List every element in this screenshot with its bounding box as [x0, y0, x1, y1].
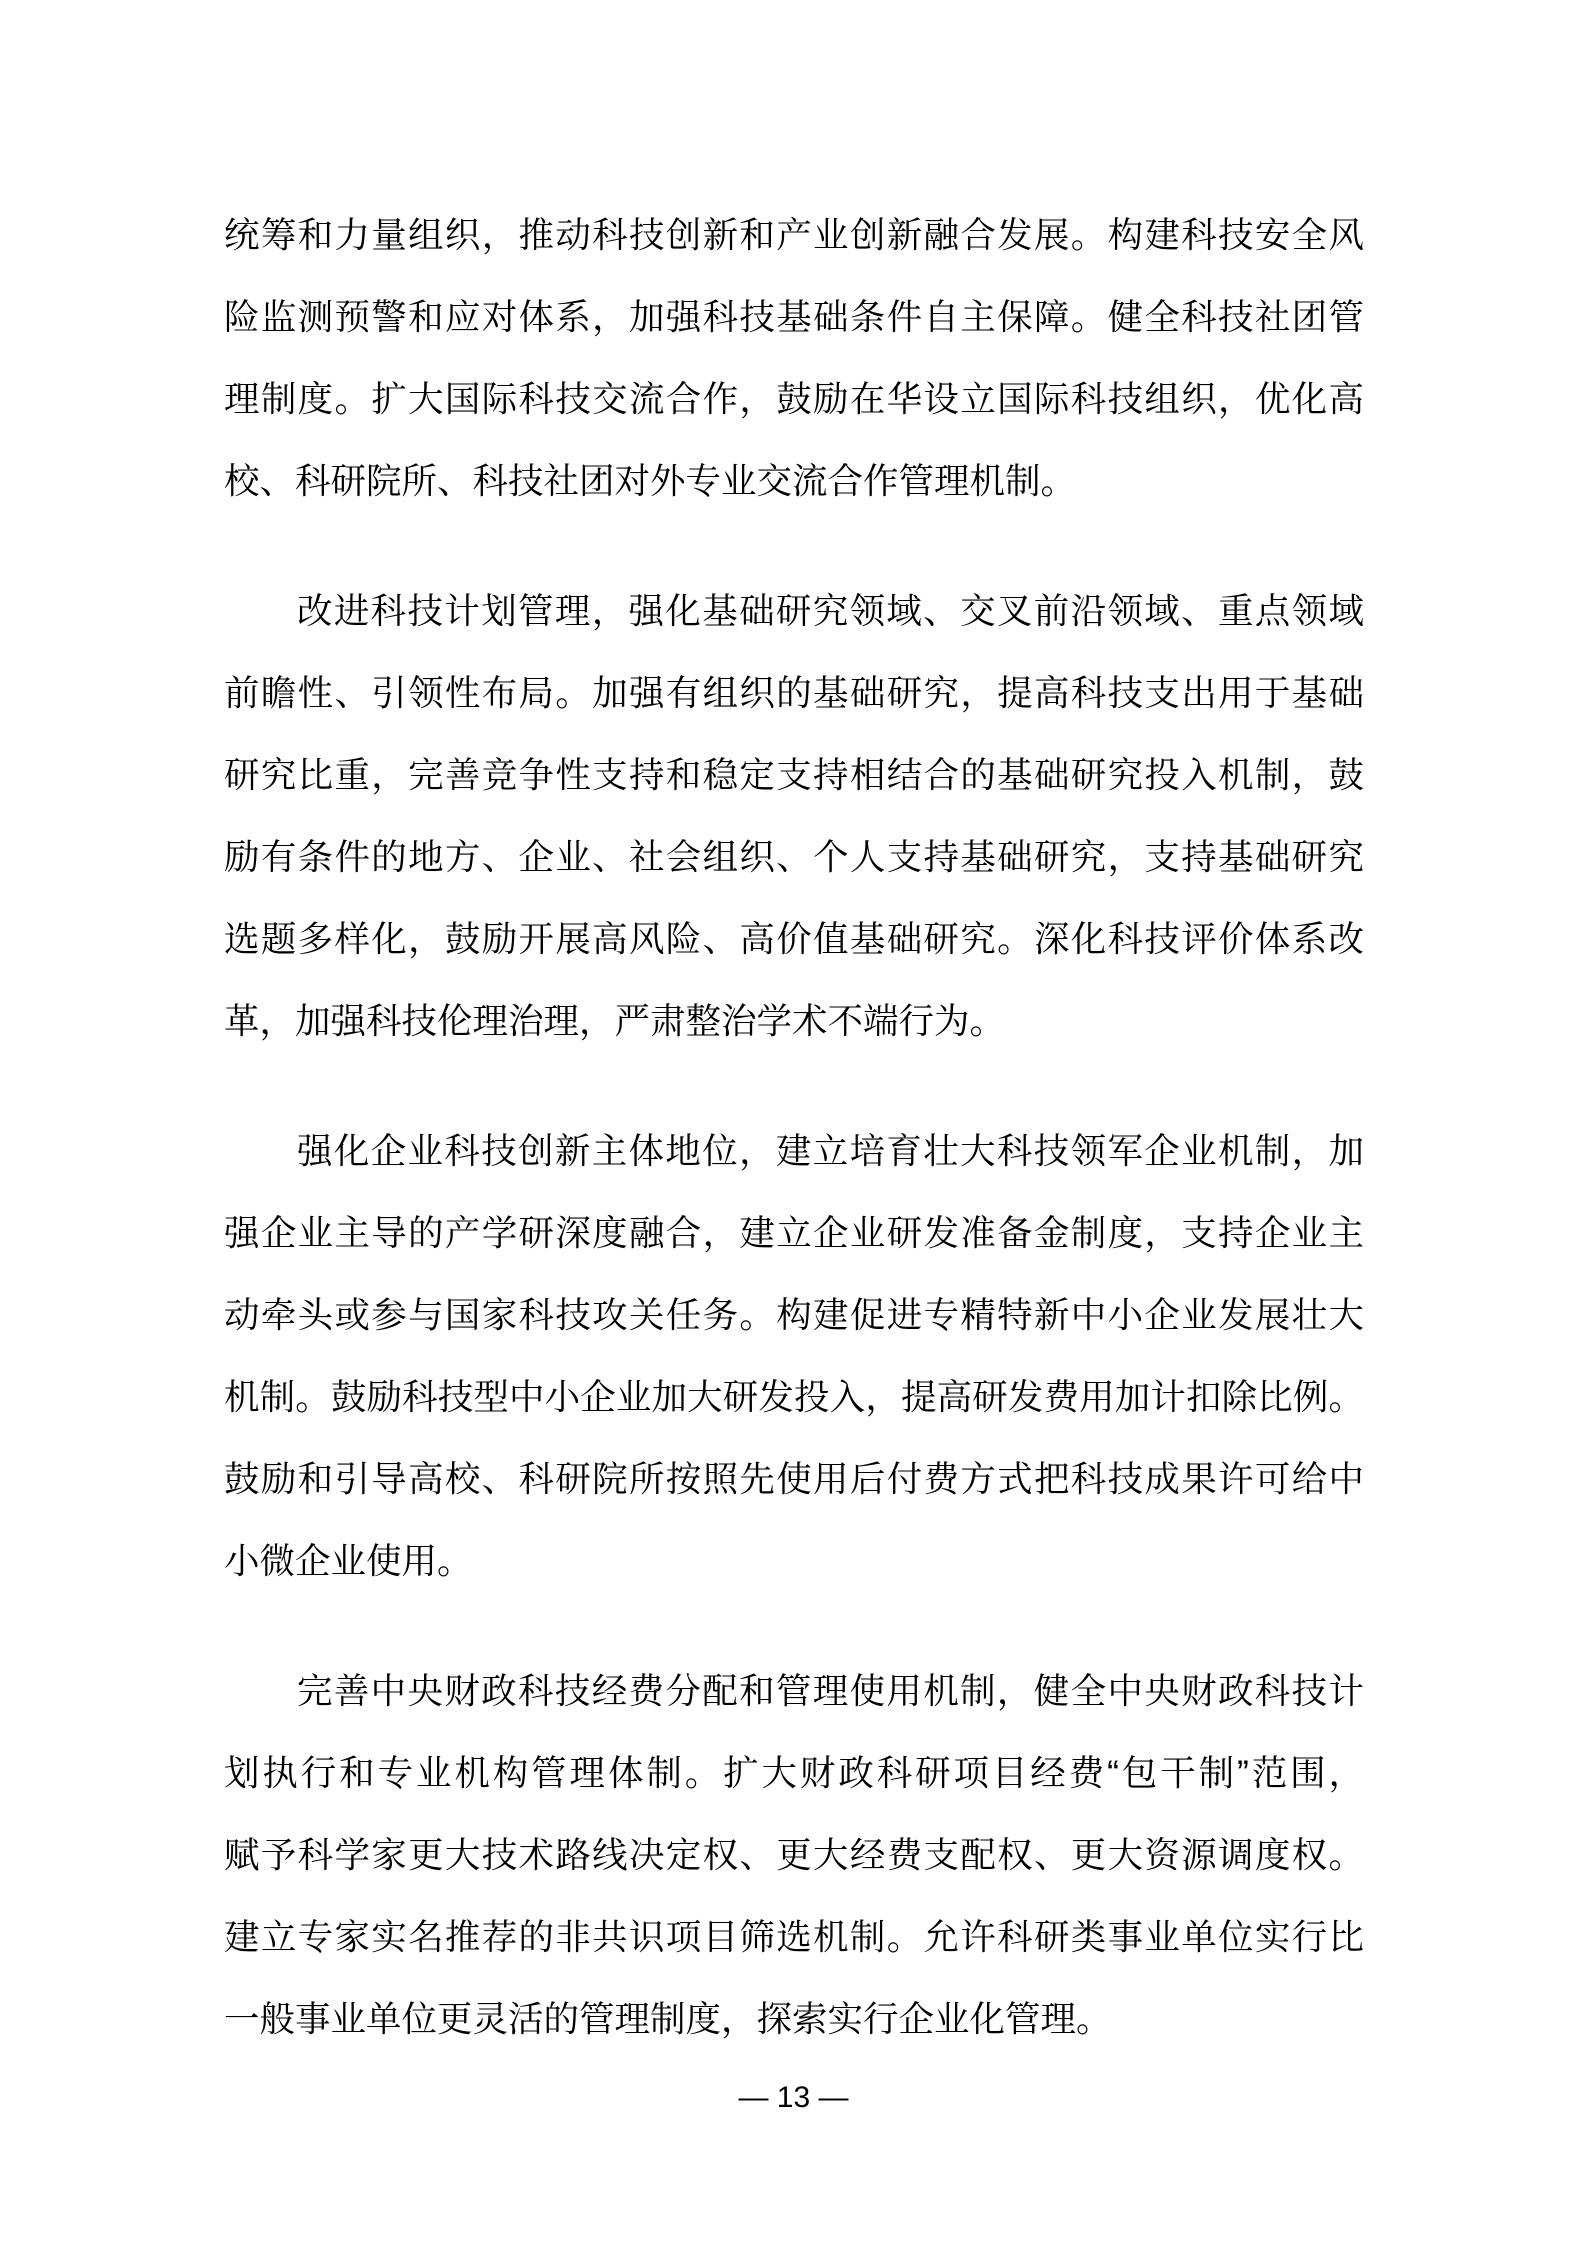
- page-number: — 13 —: [738, 2081, 849, 2114]
- paragraph: [224, 1650, 1364, 2060]
- text-line: 统筹和力量组织，推动科技创新和产业创新融合发展。构建科技安全风: [224, 215, 1364, 255]
- text-line: 前瞻性、引领性布局。加强有组织的基础研究，提高科技支出用于基础: [224, 673, 1364, 713]
- text-content: [224, 194, 1364, 2060]
- text-line: 小微企业使用。: [224, 1541, 473, 1581]
- text-line: 一般事业单位更灵活的管理制度，探索实行企业化管理。: [224, 1999, 1112, 2039]
- text-line: 励有条件的地方、企业、社会组织、个人支持基础研究，支持基础研究: [224, 837, 1364, 877]
- text-line: 研究比重，完善竞争性支持和稳定支持相结合的基础研究投入机制，鼓: [224, 755, 1364, 795]
- text-line: 选题多样化，鼓励开展高风险、高价值基础研究。深化科技评价体系改: [224, 919, 1364, 959]
- text-line: 机制。鼓励科技型中小企业加大研发投入，提高研发费用加计扣除比例。: [224, 1377, 1364, 1417]
- text-line: 改进科技计划管理，强化基础研究领域、交叉前沿领域、重点领域: [297, 591, 1364, 631]
- text-line: 完善中央财政科技经费分配和管理使用机制，健全中央财政科技计: [297, 1671, 1364, 1711]
- paragraph: [224, 194, 1364, 522]
- text-line: 革，加强科技伦理治理，严肃整治学术不端行为。: [224, 1001, 1006, 1041]
- text-line: 赋予科学家更大技术路线决定权、更大经费支配权、更大资源调度权。: [224, 1835, 1364, 1875]
- text-line: 强企业主导的产学研深度融合，建立企业研发准备金制度，支持企业主: [224, 1213, 1364, 1253]
- text-line: 理制度。扩大国际科技交流合作，鼓励在华设立国际科技组织，优化高: [224, 379, 1364, 419]
- text-line: 划执行和专业机构管理体制。扩大财政科研项目经费“包干制”范围，: [224, 1753, 1364, 1793]
- text-line: 强化企业科技创新主体地位，建立培育壮大科技领军企业机制，加: [297, 1131, 1364, 1171]
- text-line: 建立专家实名推荐的非共识项目筛选机制。允许科研类事业单位实行比: [224, 1917, 1364, 1957]
- paragraph: [224, 1110, 1364, 1602]
- text-line: 险监测预警和应对体系，加强科技基础条件自主保障。健全科技社团管: [224, 297, 1364, 337]
- text-line: 校、科研院所、科技社团对外专业交流合作管理机制。: [224, 461, 1077, 501]
- text-line: 鼓励和引导高校、科研院所按照先使用后付费方式把科技成果许可给中: [224, 1459, 1364, 1499]
- text-line: 动牵头或参与国家科技攻关任务。构建促进专精特新中小企业发展壮大: [224, 1295, 1364, 1335]
- paragraph: [224, 570, 1364, 1062]
